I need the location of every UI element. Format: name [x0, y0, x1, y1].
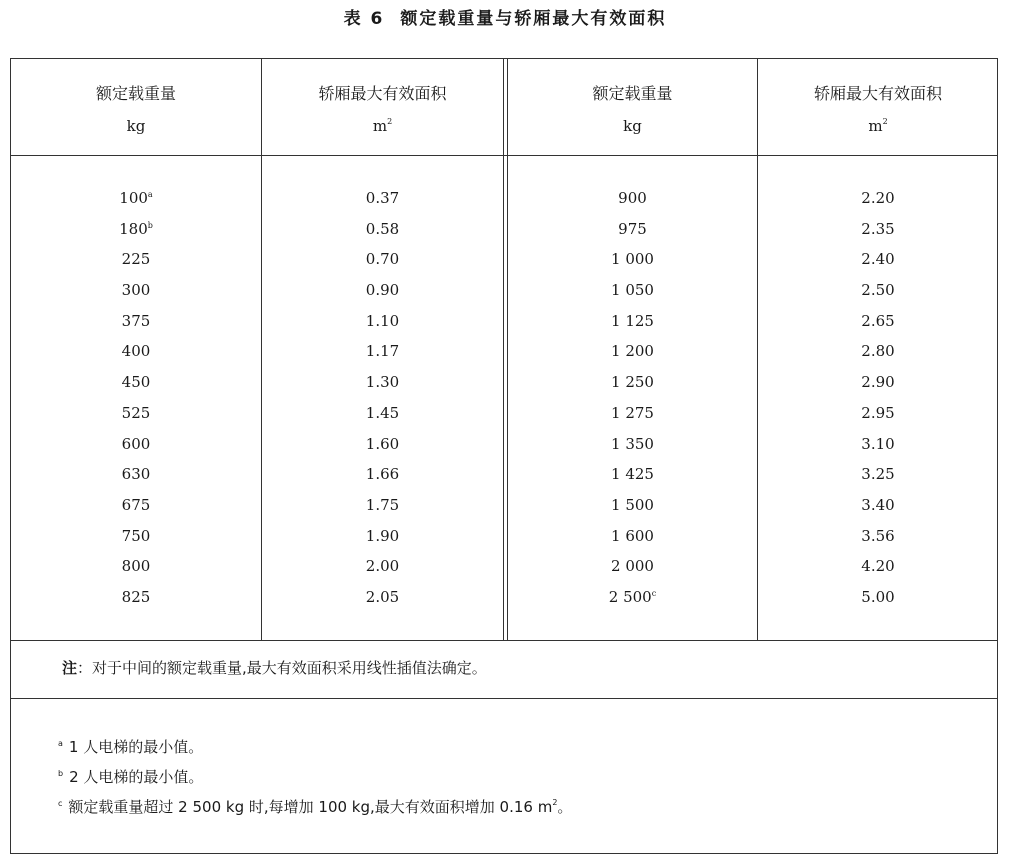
area-value: 2.80	[861, 342, 895, 361]
table-cell	[11, 275, 261, 306]
table-cell	[508, 398, 757, 429]
table-cell	[758, 275, 998, 306]
area-value: 1.60	[365, 434, 400, 453]
table-cell	[11, 183, 261, 214]
table-cell	[262, 429, 503, 460]
load-value: 1 200	[611, 342, 654, 361]
header-unit	[262, 110, 503, 142]
table-number: 表 6	[343, 9, 385, 29]
load-value: 825	[121, 587, 151, 606]
table-cell	[262, 490, 503, 521]
footnote-text: 额定载重量超过 2 500 kg 时,每增加 100 kg,最大有效面积增加 0.16 m	[68, 798, 553, 816]
table-cell	[508, 459, 757, 490]
table-note	[62, 656, 487, 680]
table-cell	[758, 244, 998, 275]
footnote-mark: a	[58, 739, 63, 748]
area-value: 0.37	[365, 189, 400, 207]
header-label: 轿厢最大有效面积	[813, 84, 942, 103]
header-unit: kg	[623, 117, 642, 135]
note-label: 注	[62, 659, 78, 677]
column-area-right	[758, 183, 998, 613]
footnote	[58, 732, 572, 762]
table-cell	[758, 306, 998, 337]
area-value: 1.75	[365, 495, 400, 514]
load-value: 800	[121, 557, 151, 576]
area-value: 2.00	[365, 557, 400, 576]
load-value: 975	[618, 219, 647, 238]
load-value: 900	[618, 189, 647, 207]
table-cell	[11, 429, 261, 460]
load-value: 1 000	[611, 250, 654, 269]
area-value: 2.90	[861, 373, 895, 392]
table-cell	[508, 183, 757, 214]
table-cell	[758, 336, 998, 367]
area-value: 3.40	[861, 495, 895, 514]
table-cell	[508, 306, 757, 337]
area-value: 1.17	[365, 342, 400, 361]
column-load-right	[508, 183, 757, 613]
area-value: 2.40	[861, 250, 895, 269]
table-cell	[262, 336, 503, 367]
load-value: 600	[121, 434, 151, 453]
table-cell	[262, 306, 503, 337]
table-cell	[11, 582, 261, 613]
table-cell	[11, 306, 261, 337]
table-cell	[508, 429, 757, 460]
header-load-left	[11, 78, 261, 142]
load-value: 2 500	[608, 587, 652, 606]
area-value: 0.58	[365, 219, 400, 238]
header-label: 额定载重量	[592, 84, 673, 103]
table-cell	[758, 398, 998, 429]
unit-superscript: 2	[387, 117, 393, 126]
area-value: 0.90	[365, 281, 400, 300]
table-cell	[758, 429, 998, 460]
load-value: 675	[121, 495, 151, 514]
area-value: 0.70	[365, 250, 400, 269]
footnote-text: 1 人电梯的最小值。	[68, 738, 204, 756]
area-value: 3.10	[861, 434, 895, 453]
table-cell	[508, 214, 757, 245]
table-cell	[508, 521, 757, 552]
unit-base: m	[868, 117, 883, 135]
note-bottom-rule	[10, 698, 998, 699]
area-value: 1.90	[365, 526, 400, 545]
table-cell	[11, 551, 261, 582]
table-cell	[508, 244, 757, 275]
footnote-reference: c	[651, 588, 657, 598]
table-caption: 额定载重量与轿厢最大有效面积	[400, 9, 667, 29]
footnotes	[58, 732, 572, 822]
header-area-left	[262, 78, 503, 142]
load-value: 450	[121, 373, 151, 392]
load-value: 100	[119, 189, 148, 207]
area-value: 2.65	[861, 311, 895, 330]
note-text: ：对于中间的额定载重量,最大有效面积采用线性插值法确定。	[77, 659, 487, 677]
table-cell	[11, 490, 261, 521]
load-value: 1 275	[611, 403, 654, 422]
load-value: 1 500	[611, 495, 654, 514]
load-value: 1 425	[611, 465, 654, 484]
center-double-divider-left	[503, 58, 504, 640]
table-cell	[262, 398, 503, 429]
header-load-right	[508, 78, 757, 142]
table-cell	[508, 551, 757, 582]
footnote-mark: b	[58, 769, 64, 778]
table-cell	[758, 582, 998, 613]
table-cell	[508, 367, 757, 398]
table-cell	[262, 551, 503, 582]
load-value: 1 600	[611, 526, 654, 545]
table-cell	[758, 551, 998, 582]
header-unit	[758, 110, 998, 142]
header-unit: kg	[126, 117, 146, 135]
table-cell	[262, 183, 503, 214]
area-value: 3.56	[861, 526, 895, 545]
footnote-superscript: 2	[552, 798, 558, 807]
footnote	[58, 792, 572, 822]
column-area-left	[262, 183, 503, 613]
table-cell	[758, 214, 998, 245]
header-rule	[10, 155, 998, 156]
load-value: 525	[121, 403, 151, 422]
table-cell	[262, 367, 503, 398]
column-load-left	[11, 183, 261, 613]
area-value: 1.30	[365, 373, 400, 392]
load-value: 180	[119, 219, 148, 238]
load-value: 1 350	[611, 434, 654, 453]
table-cell	[262, 582, 503, 613]
area-value: 4.20	[861, 557, 895, 576]
load-value: 1 050	[611, 281, 654, 300]
load-value: 2 000	[611, 557, 654, 576]
area-value: 2.05	[365, 587, 400, 606]
table-cell	[508, 490, 757, 521]
area-value: 3.25	[861, 465, 895, 484]
load-value: 375	[121, 311, 151, 330]
table-cell	[758, 521, 998, 552]
table-cell	[508, 336, 757, 367]
load-value: 1 125	[611, 311, 654, 330]
table-cell	[262, 244, 503, 275]
table-title	[0, 6, 1010, 32]
table-cell	[262, 521, 503, 552]
area-value: 2.35	[861, 219, 895, 238]
footnote-tail: 。	[557, 798, 573, 816]
table-cell	[758, 459, 998, 490]
table-cell	[262, 275, 503, 306]
table-cell	[11, 521, 261, 552]
load-value: 400	[121, 342, 151, 361]
load-value: 750	[121, 526, 151, 545]
area-value: 2.20	[861, 189, 895, 207]
area-value: 1.45	[365, 403, 400, 422]
header-label: 额定载重量	[95, 84, 176, 103]
header-label: 轿厢最大有效面积	[318, 84, 447, 103]
table-cell	[262, 459, 503, 490]
footnote-text: 2 人电梯的最小值。	[69, 768, 204, 786]
table-cell	[262, 214, 503, 245]
load-value: 1 250	[611, 373, 654, 392]
area-value: 1.10	[365, 311, 400, 330]
area-value: 2.50	[861, 281, 895, 300]
table-cell	[758, 367, 998, 398]
table-cell	[11, 459, 261, 490]
table-cell	[758, 490, 998, 521]
area-value: 5.00	[861, 587, 895, 606]
body-bottom-rule	[10, 640, 998, 641]
footnote-mark: c	[58, 799, 63, 808]
load-value: 630	[121, 465, 151, 484]
table-cell	[508, 275, 757, 306]
table-cell	[11, 336, 261, 367]
area-value: 2.95	[861, 403, 895, 422]
area-value: 1.66	[365, 465, 400, 484]
unit-base: m	[372, 117, 388, 135]
load-value: 225	[121, 250, 151, 269]
table-cell	[11, 244, 261, 275]
load-value: 300	[121, 281, 151, 300]
unit-superscript: 2	[882, 117, 888, 126]
table-cell	[11, 398, 261, 429]
table-cell	[11, 214, 261, 245]
table-cell	[11, 367, 261, 398]
table-cell	[758, 183, 998, 214]
footnote-reference: b	[147, 220, 153, 230]
footnote	[58, 762, 572, 792]
footnote-reference: a	[147, 190, 153, 199]
table-cell	[508, 582, 757, 613]
header-area-right	[758, 78, 998, 142]
